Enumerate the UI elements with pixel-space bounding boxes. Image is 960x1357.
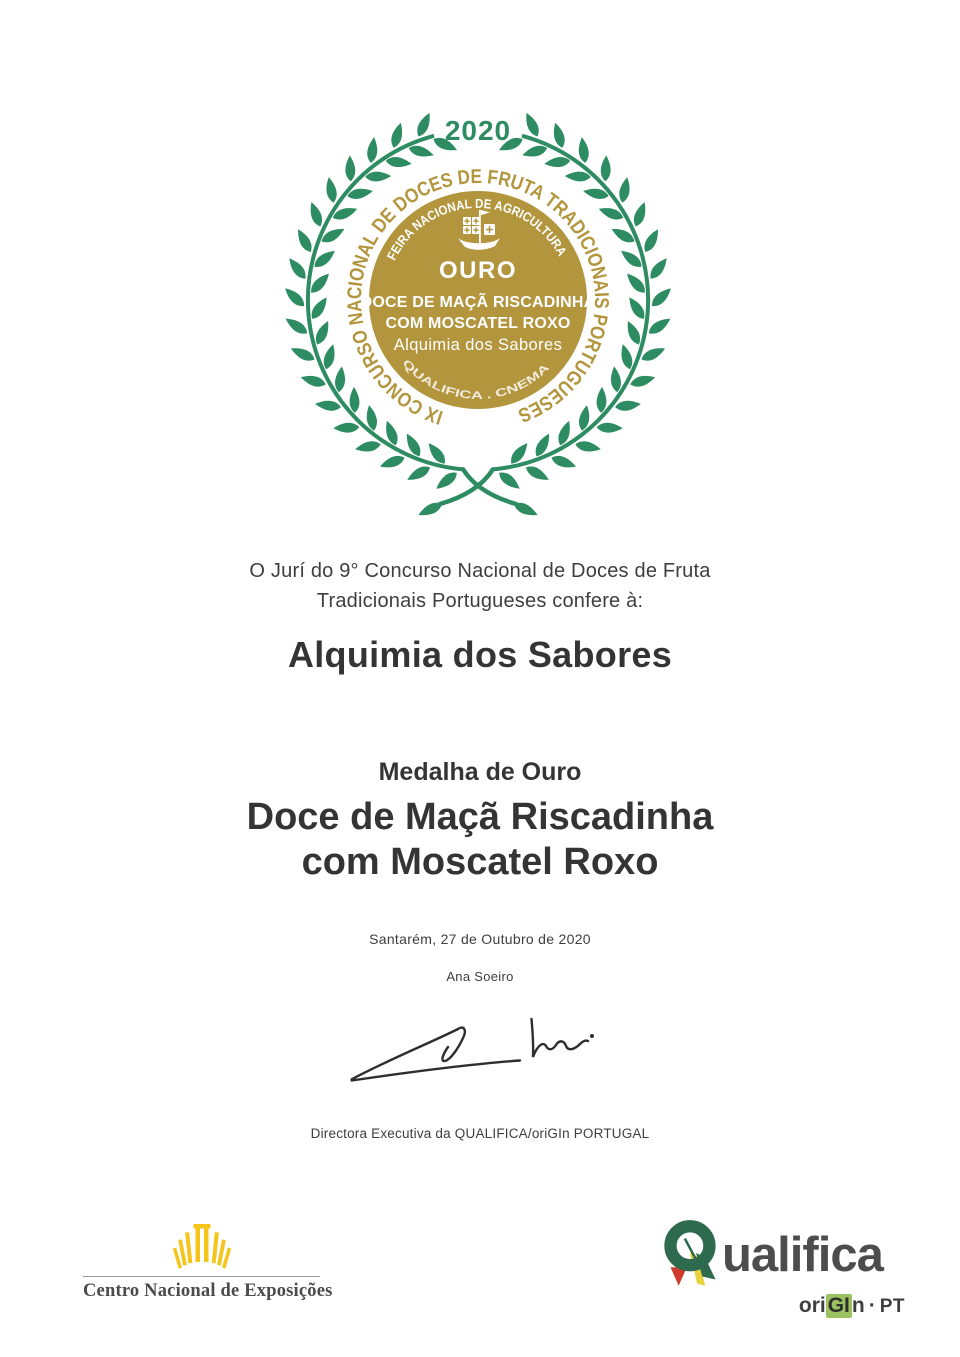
product-name	[0, 795, 960, 885]
origin-pre: ori	[798, 1294, 826, 1317]
cne-divider	[83, 1276, 320, 1277]
place-date: Santarém, 27 de Outubro de 2020	[369, 931, 591, 947]
intro-line2: Tradicionais Portugueses confere à:	[316, 590, 644, 612]
badge-medal-label: OURO	[439, 257, 517, 284]
signer-name: Ana Soeiro	[446, 969, 514, 984]
origin-post: n	[851, 1294, 865, 1317]
badge-product-line2: COM MOSCATEL ROXO	[385, 315, 571, 332]
recipient-name: Alquimia dos Sabores	[287, 634, 673, 675]
cne-logo	[83, 1218, 333, 1302]
award-title: Medalha de Ouro	[378, 758, 582, 786]
badge-producer: Alquimia dos Sabores	[393, 336, 563, 354]
qualifica-wordmark: ualifica	[722, 1228, 883, 1282]
award-badge-graphic	[262, 100, 694, 520]
signature-image	[350, 1000, 602, 1096]
signer-title: Directora Executiva da QUALIFICA/oriGIn PORTUGAL	[310, 1126, 650, 1141]
origin-pt-logo	[799, 1294, 905, 1318]
intro-text	[0, 556, 960, 616]
badge-fair-text: FEIRA NACIONAL DE AGRICULTURA	[383, 195, 571, 263]
cne-building-icon	[170, 1218, 234, 1270]
origin-separator: ·	[868, 1294, 876, 1317]
product-line1: Doce de Maçã Riscadinha	[246, 796, 714, 838]
award-badge	[262, 100, 694, 520]
origin-suffix: PT	[879, 1296, 905, 1317]
badge-year: 2020	[444, 115, 512, 146]
cne-name: Centro Nacional de Exposições	[83, 1281, 333, 1301]
origin-highlight: GI	[827, 1294, 850, 1317]
qualifica-q-icon	[658, 1216, 726, 1298]
badge-product-line1: DOCE DE MAÇÃ RISCADINHA	[360, 294, 596, 311]
product-line2: com Moscatel Roxo	[301, 841, 659, 883]
intro-line1: O Jurí do 9° Concurso Nacional de Doces de Fruta	[249, 560, 711, 582]
badge-organizers: QUALIFICA . CNEMA	[399, 357, 549, 402]
badge-ring-text: IX CONCURSO NACIONAL DE DOCES DE FRUTA TRADICIONAIS PORTUGUESES	[343, 165, 613, 429]
